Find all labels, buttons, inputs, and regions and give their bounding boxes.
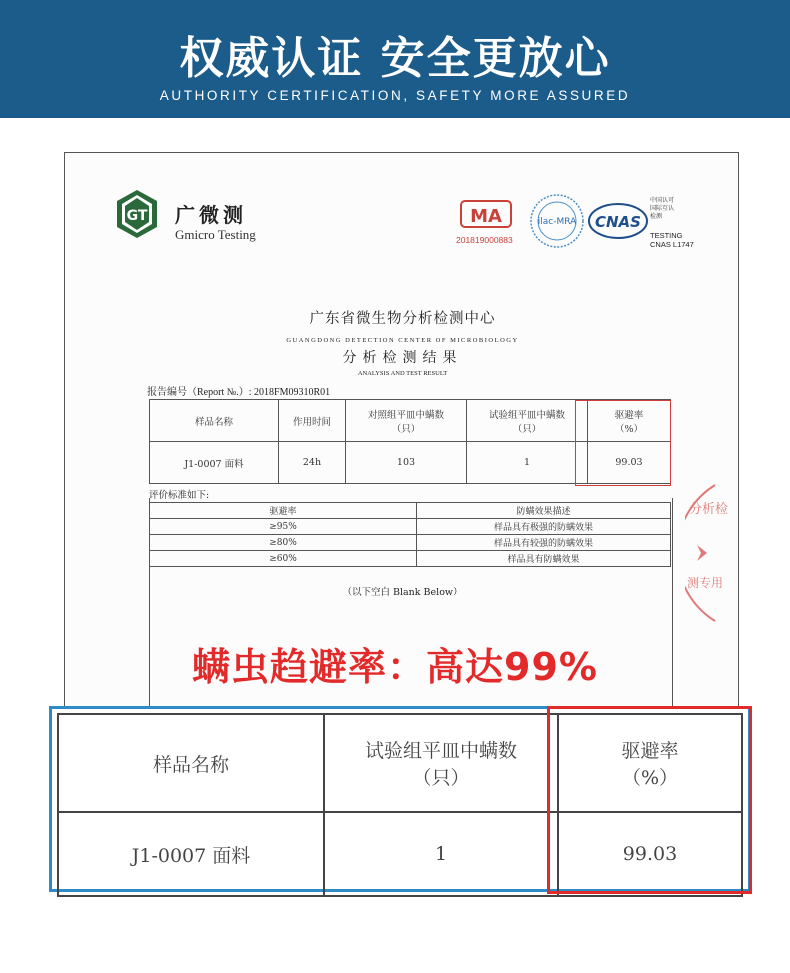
col-rate: 驱避率 （%）	[588, 400, 671, 442]
svg-text:GT: GT	[126, 208, 148, 224]
eval-header-row: 驱避率 防螨效果描述	[150, 503, 671, 519]
zoom-cell-test: 1	[324, 812, 558, 896]
cell-test: 1	[467, 442, 588, 484]
cell-time: 24h	[279, 442, 346, 484]
col-sample: 样品名称	[150, 400, 279, 442]
table-row: ≥95% 样品具有极强的防螨效果	[150, 519, 671, 535]
logo-name-en: Gmicro Testing	[175, 227, 256, 242]
table-row: ≥60% 样品具有防螨效果	[150, 551, 671, 567]
cell-rate: 99.03	[588, 442, 671, 484]
center-name-cn: 广东省微生物分析检测中心	[309, 311, 496, 327]
svg-text:测专用: 测专用	[687, 576, 724, 590]
blank-below-note: （以下空白 Blank Below）	[342, 587, 463, 598]
cnas-note: 中国认可 国际互认 检测	[650, 198, 675, 220]
ilac-label: ilac-MRA	[537, 217, 577, 227]
repellency-callout: 螨虫趋避率：高达99%	[192, 645, 598, 689]
official-stamp-icon	[685, 483, 740, 623]
cell-sample: J1-0007 面料	[150, 442, 279, 484]
report-number: 报告编号（Report №.）: 2018FM09310R01	[147, 387, 331, 398]
cma-number: 201819000883	[456, 235, 513, 245]
cma-mark-icon	[459, 197, 513, 231]
header-banner	[0, 0, 790, 118]
zoom-cell-rate: 99.03	[558, 812, 742, 896]
banner-subtitle: AUTHORITY CERTIFICATION, SAFETY MORE ASSURED	[159, 88, 631, 103]
zoom-rate-highlight-box	[547, 706, 752, 894]
col-time: 作用时间	[279, 400, 346, 442]
zoom-col-rate: 驱避率 （%）	[558, 714, 742, 812]
ilac-mra-icon	[527, 193, 587, 249]
rate-highlight-box	[575, 400, 671, 486]
zoom-cell-sample: J1-0007 面料	[58, 812, 324, 896]
cma-label: MA	[470, 206, 502, 227]
result-title-cn: 分析检测结果	[342, 350, 463, 366]
col-control: 对照组平皿中螨数 （只）	[346, 400, 467, 442]
zoom-col-test: 试验组平皿中螨数 （只）	[324, 714, 558, 812]
gmicro-logo-icon	[115, 189, 159, 239]
result-title-en: ANALYSIS AND TEST RESULT	[357, 370, 448, 377]
cnas-mark-icon	[587, 201, 649, 241]
logo-name-cn: 广微测	[175, 203, 247, 227]
table-row: ≥80% 样品具有较强的防螨效果	[150, 535, 671, 551]
center-name-en: GUANGDONG DETECTION CENTER OF MICROBIOLOGY	[286, 337, 519, 344]
svg-text:分析检: 分析检	[689, 502, 729, 517]
zoom-col-sample: 样品名称	[58, 714, 324, 812]
eval-table	[149, 502, 671, 567]
cell-control: 103	[346, 442, 467, 484]
cnas-code: TESTING CNAS L1747	[650, 231, 694, 249]
col-test: 试验组平皿中螨数 （只）	[467, 400, 588, 442]
cnas-label: CNAS	[595, 213, 641, 231]
banner-title: 权威认证 安全更放心	[179, 33, 611, 84]
eval-label: 评价标准如下:	[149, 490, 210, 501]
